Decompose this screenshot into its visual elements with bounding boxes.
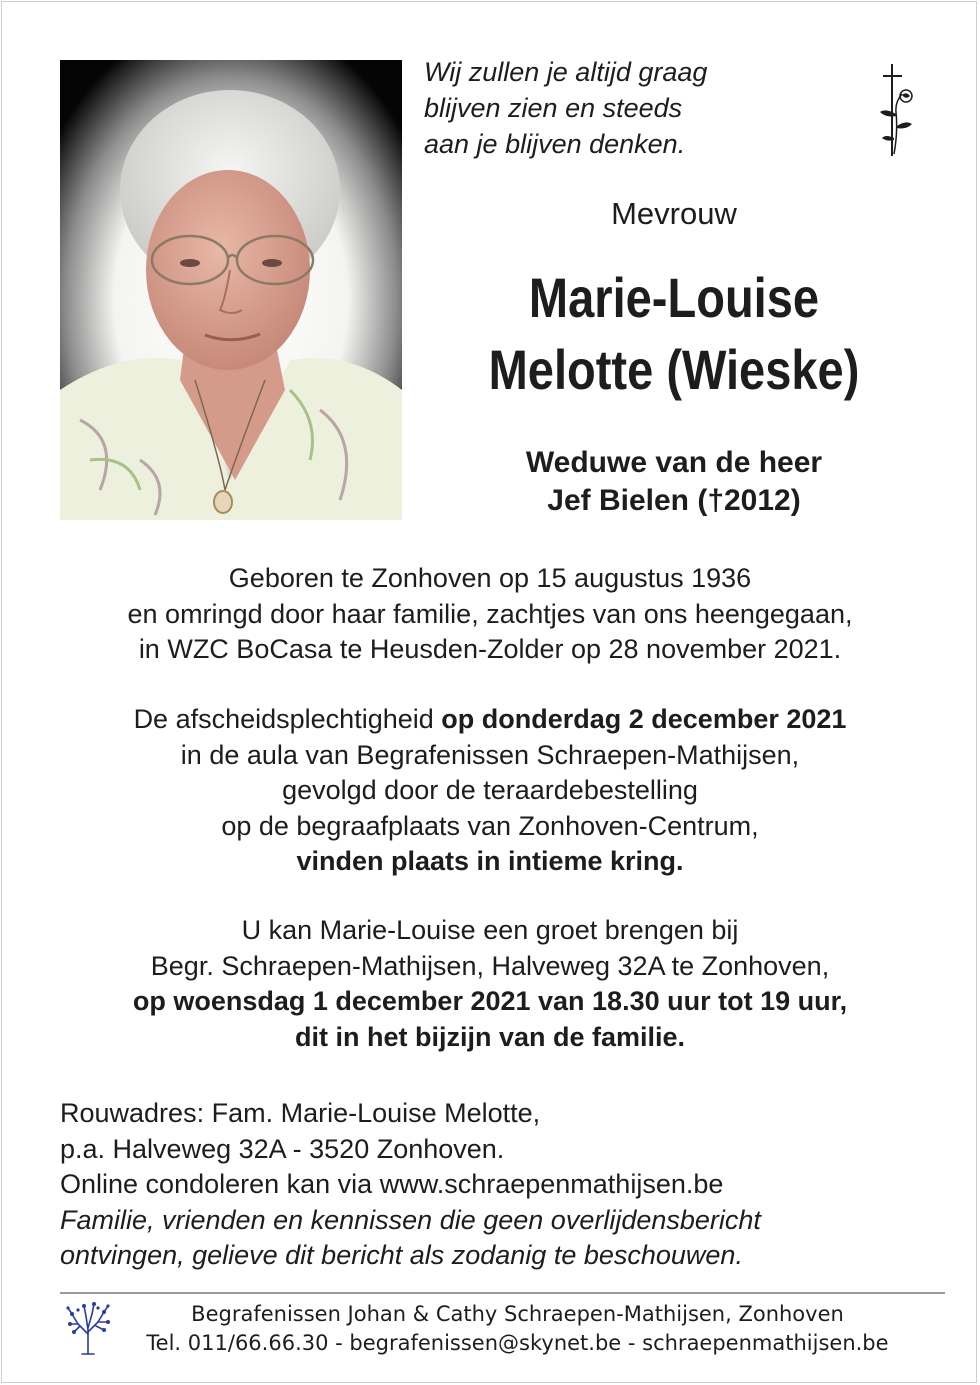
visitation-line-2: Begr. Schraepen-Mathijsen, Halveweg 32A te Zonhoven, bbox=[150, 950, 830, 981]
life-details bbox=[40, 561, 940, 668]
condolence-line: Online condoleren kan via www.schraepenmathijsen.be bbox=[60, 1169, 724, 1200]
spouse-info bbox=[424, 444, 924, 520]
visitation-line-3: op woensdag 1 december 2021 van 18.30 uur tot 19 uur, bbox=[132, 986, 848, 1017]
tree-logo-icon bbox=[64, 1300, 112, 1356]
deceased-name bbox=[464, 262, 884, 406]
name-line-1: Marie-Louise bbox=[528, 266, 820, 329]
visitation-line-4: dit in het bijzijn van de familie. bbox=[294, 1021, 686, 1052]
birth-line: Geboren te Zonhoven op 15 augustus 1936 bbox=[228, 563, 752, 593]
funeral-home-contact: Tel. 011/66.66.30 - begrafenissen@skynet.be - schraepenmathijsen.be bbox=[146, 1331, 889, 1355]
quote-line: Wij zullen je altijd graag bbox=[424, 57, 708, 87]
ceremony-line-3: gevolgd door de teraardebestelling bbox=[282, 775, 698, 806]
passing-line-2: in WZC BoCasa te Heusden-Zolder op 28 november 2021. bbox=[138, 634, 842, 665]
memorial-quote bbox=[424, 54, 844, 162]
quote-line: blijven zien en steeds bbox=[424, 93, 683, 123]
address-line-1: Rouwadres: Fam. Marie-Louise Melotte, bbox=[60, 1098, 541, 1128]
spouse-line-2: Jef Bielen (†2012) bbox=[547, 484, 801, 517]
ceremony-intro: De afscheidsplechtigheid bbox=[133, 704, 434, 734]
name-line-2: Melotte (Wieske) bbox=[488, 338, 860, 401]
mourning-address bbox=[60, 1096, 940, 1274]
footer-divider bbox=[60, 1292, 945, 1294]
notice-line-2: ontvingen, gelieve dit bericht als zodanig te beschouwen. bbox=[60, 1240, 743, 1271]
visitation-details bbox=[40, 913, 940, 1055]
notice-line-1: Familie, vrienden en kennissen die geen overlijdensbericht bbox=[60, 1204, 761, 1235]
address-line-2: p.a. Halveweg 32A - 3520 Zonhoven. bbox=[60, 1133, 505, 1164]
funeral-home-footer bbox=[115, 1300, 920, 1358]
ceremony-line-1 bbox=[40, 702, 940, 738]
ceremony-line-4: op de begraafplaats van Zonhoven-Centrum, bbox=[221, 810, 759, 841]
cross-with-rose-icon bbox=[872, 62, 922, 160]
ceremony-date: op donderdag 2 december 2021 bbox=[441, 704, 847, 734]
visitation-line-1: U kan Marie-Louise een groet brengen bij bbox=[241, 915, 739, 945]
ceremony-line-2: in de aula van Begrafenissen Schraepen-Mathijsen, bbox=[180, 739, 800, 770]
funeral-home-name: Begrafenissen Johan & Cathy Schraepen-Mathijsen, Zonhoven bbox=[191, 1302, 844, 1326]
honorific: Mevrouw bbox=[611, 196, 737, 231]
portrait-photo bbox=[60, 60, 402, 520]
spouse-line-1: Weduwe van de heer bbox=[525, 446, 823, 479]
ceremony-line-5: vinden plaats in intieme kring. bbox=[296, 846, 684, 877]
quote-line: aan je blijven denken. bbox=[424, 129, 686, 159]
ceremony-details bbox=[40, 702, 940, 880]
passing-line-1: en omringd door haar familie, zachtjes van ons heengegaan, bbox=[127, 598, 853, 629]
